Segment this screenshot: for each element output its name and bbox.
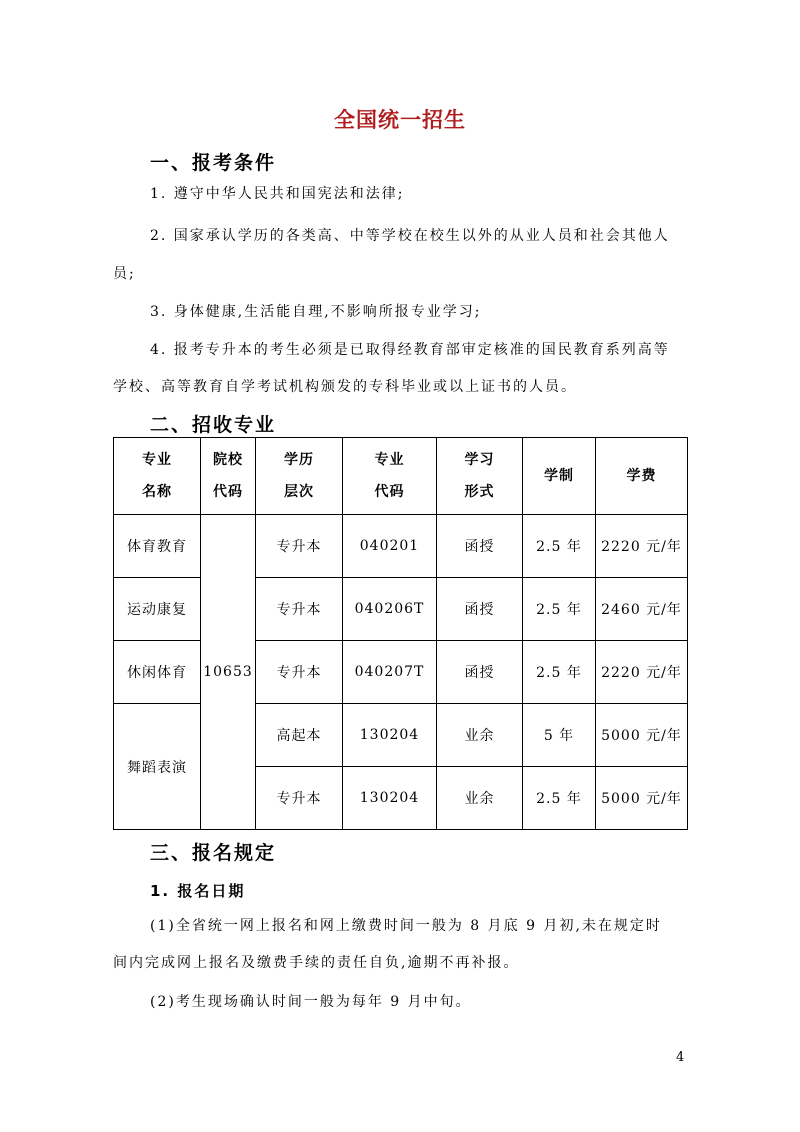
cell-tuition: 5000 元/年 bbox=[596, 767, 688, 830]
registration-paragraph-1-cont: 间内完成网上报名及缴费手续的责任自负,逾期不再补报。 bbox=[113, 955, 520, 971]
cell-tuition: 5000 元/年 bbox=[596, 704, 688, 767]
cell-level: 专升本 bbox=[256, 641, 343, 704]
header-line: 形式 bbox=[464, 484, 495, 500]
header-line: 层次 bbox=[284, 484, 314, 500]
cell-study-form: 函授 bbox=[437, 578, 523, 641]
header-major-code bbox=[343, 438, 437, 515]
header-line: 院校 bbox=[213, 452, 243, 468]
header-line: 代码 bbox=[374, 484, 405, 500]
header-tuition: 学费 bbox=[596, 438, 688, 515]
cell-school-code: 10653 bbox=[201, 515, 256, 830]
cell-major-name: 休闲体育 bbox=[114, 641, 201, 704]
table-row bbox=[114, 515, 688, 578]
header-line: 名称 bbox=[142, 484, 172, 500]
table-row bbox=[114, 641, 688, 704]
cell-level: 专升本 bbox=[256, 767, 343, 830]
header-school-code bbox=[201, 438, 256, 515]
requirement-item-1: 1. 遵守中华人民共和国宪法和法律; bbox=[150, 186, 405, 202]
cell-major-name: 运动康复 bbox=[114, 578, 201, 641]
cell-major-code: 130204 bbox=[343, 704, 437, 767]
cell-major-code: 040207T bbox=[343, 641, 437, 704]
registration-paragraph-2: (2)考生现场确认时间一般为每年 9 月中旬。 bbox=[150, 994, 472, 1010]
cell-duration: 2.5 年 bbox=[523, 578, 596, 641]
majors-table bbox=[113, 437, 688, 830]
header-line: 学习 bbox=[464, 452, 495, 468]
section-heading-registration: 三、报名规定 bbox=[150, 842, 277, 864]
cell-level: 专升本 bbox=[256, 515, 343, 578]
cell-study-form: 业余 bbox=[437, 704, 523, 767]
table-row bbox=[114, 704, 688, 767]
cell-major-code: 040206T bbox=[343, 578, 437, 641]
header-line: 代码 bbox=[213, 484, 243, 500]
requirement-item-2: 2. 国家承认学历的各类高、中等学校在校生以外的从业人员和社会其他人 bbox=[150, 228, 670, 244]
header-line: 专业 bbox=[142, 452, 172, 468]
cell-major-code: 130204 bbox=[343, 767, 437, 830]
cell-duration: 2.5 年 bbox=[523, 641, 596, 704]
cell-study-form: 函授 bbox=[437, 641, 523, 704]
cell-major-code: 040201 bbox=[343, 515, 437, 578]
cell-major-name: 体育教育 bbox=[114, 515, 201, 578]
requirement-item-4: 4. 报考专升本的考生必须是已取得经教育部审定核准的国民教育系列高等 bbox=[150, 342, 670, 358]
cell-tuition: 2460 元/年 bbox=[596, 578, 688, 641]
header-line: 专业 bbox=[374, 452, 405, 468]
cell-duration: 2.5 年 bbox=[523, 515, 596, 578]
cell-study-form: 函授 bbox=[437, 515, 523, 578]
requirement-item-3: 3. 身体健康,生活能自理,不影响所报专业学习; bbox=[150, 304, 482, 320]
cell-study-form: 业余 bbox=[437, 767, 523, 830]
page-number: 4 bbox=[676, 1050, 685, 1065]
header-study-form bbox=[437, 438, 523, 515]
section-heading-majors: 二、招收专业 bbox=[150, 414, 277, 436]
header-major-name bbox=[114, 438, 201, 515]
section-heading-requirements: 一、报考条件 bbox=[150, 152, 277, 174]
requirement-item-2-cont: 员; bbox=[113, 266, 136, 282]
cell-level: 专升本 bbox=[256, 578, 343, 641]
cell-duration: 5 年 bbox=[523, 704, 596, 767]
table-header-row bbox=[114, 438, 688, 515]
header-line: 学历 bbox=[284, 452, 314, 468]
requirement-item-4-cont: 学校、高等教育自学考试机构颁发的专科毕业或以上证书的人员。 bbox=[113, 379, 577, 395]
cell-duration: 2.5 年 bbox=[523, 767, 596, 830]
cell-tuition: 2220 元/年 bbox=[596, 641, 688, 704]
cell-major-name: 舞蹈表演 bbox=[114, 704, 201, 830]
header-duration: 学制 bbox=[523, 438, 596, 515]
registration-paragraph-1: (1)全省统一网上报名和网上缴费时间一般为 8 月底 9 月初,未在规定时 bbox=[150, 918, 662, 934]
page-title: 全国统一招生 bbox=[334, 108, 466, 132]
cell-tuition: 2220 元/年 bbox=[596, 515, 688, 578]
cell-level: 高起本 bbox=[256, 704, 343, 767]
header-level bbox=[256, 438, 343, 515]
table-row bbox=[114, 578, 688, 641]
subheading-registration-date: 1. 报名日期 bbox=[150, 882, 246, 900]
